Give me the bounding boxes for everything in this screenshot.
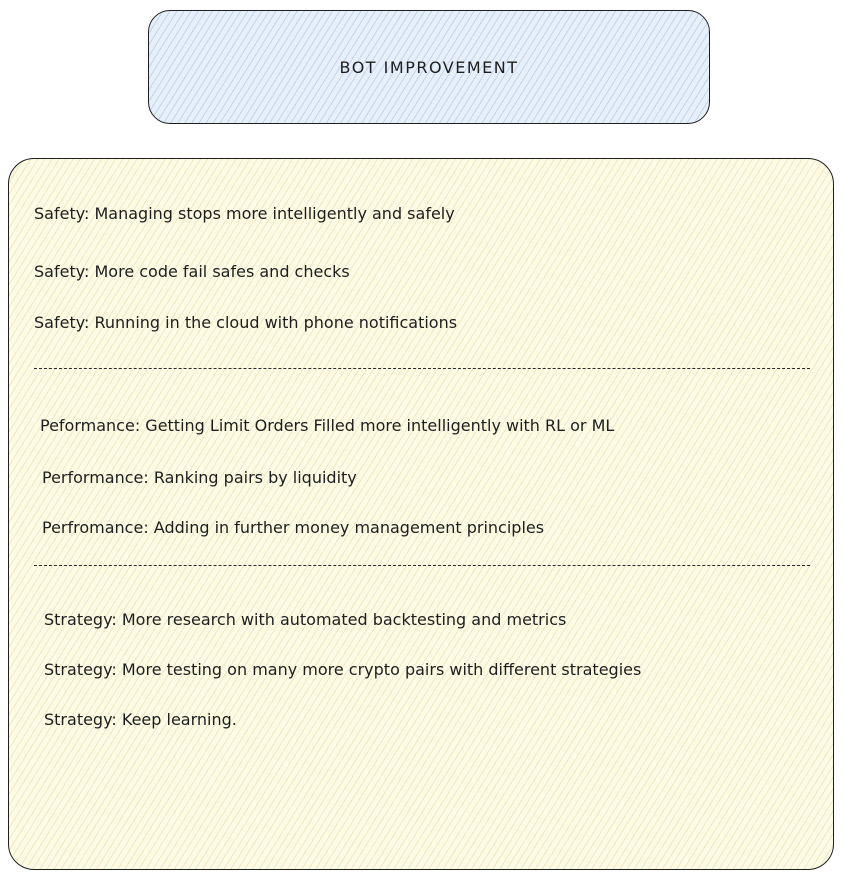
- section-divider-2: [34, 565, 810, 566]
- strategy-item-2: Strategy: More testing on many more crypto pairs with different strategies: [44, 660, 642, 679]
- safety-item-2: Safety: More code fail safes and checks: [34, 262, 350, 281]
- strategy-item-1: Strategy: More research with automated backtesting and metrics: [44, 610, 567, 629]
- title-box: [148, 10, 710, 124]
- performance-item-2: Performance: Ranking pairs by liquidity: [42, 468, 357, 487]
- section-divider-1: [34, 368, 810, 369]
- performance-item-3: Perfromance: Adding in further money management principles: [42, 518, 545, 537]
- safety-item-3: Safety: Running in the cloud with phone notifications: [34, 313, 458, 332]
- diagram-title: BOT IMPROVEMENT: [339, 57, 519, 77]
- safety-item-1: Safety: Managing stops more intelligently and safely: [34, 204, 455, 223]
- strategy-item-3: Strategy: Keep learning.: [44, 710, 237, 729]
- performance-item-1: Peformance: Getting Limit Orders Filled more intelligently with RL or ML: [40, 416, 615, 435]
